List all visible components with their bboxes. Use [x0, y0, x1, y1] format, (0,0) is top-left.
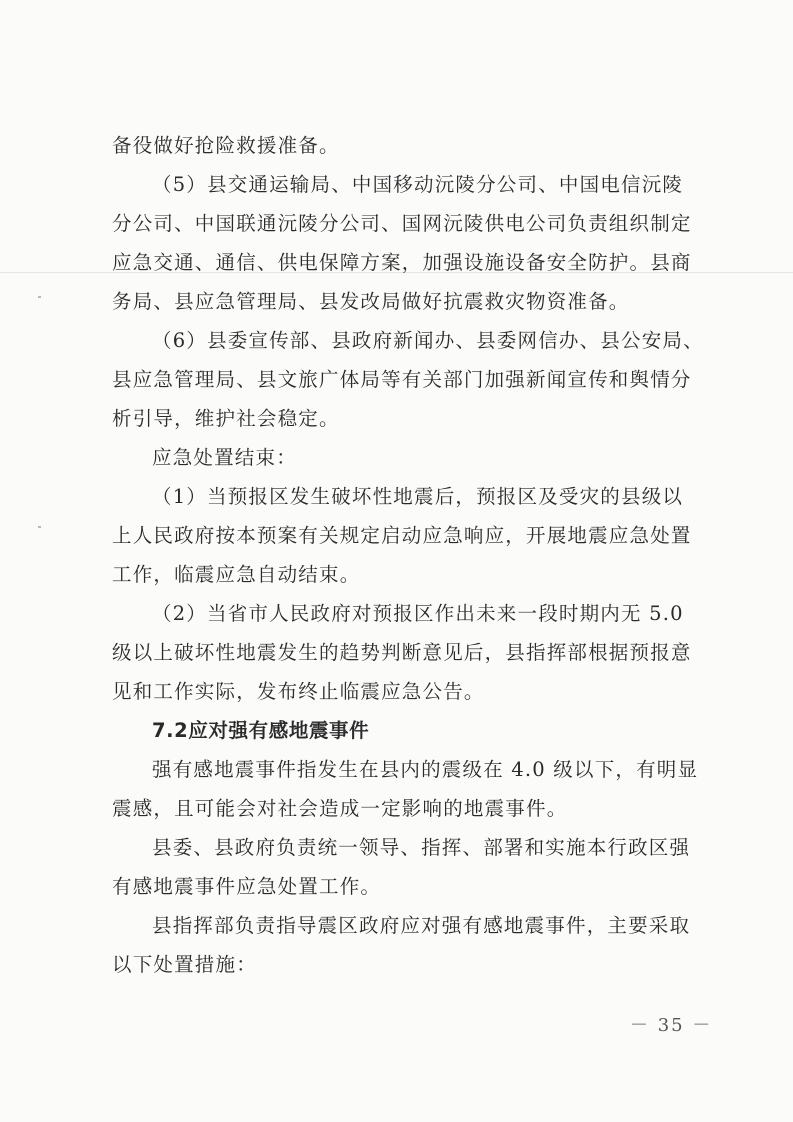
text-line: 析引导，维护社会稳定。: [112, 407, 340, 430]
page-number: － 35 －: [630, 1015, 713, 1036]
text-line: 应急交通、通信、供电保障方案，加强设施设备安全防护。县商: [112, 251, 692, 274]
text-line: 应急处置结束：: [152, 446, 297, 469]
text-line: 震感，且可能会对社会造成一定影响的地震事件。: [112, 797, 568, 820]
text-line: 工作，临震应急自动结束。: [112, 563, 361, 586]
scan-mark: [38, 526, 41, 528]
text-line: 县指挥部负责指导震区政府应对强有感地震事件，主要采取: [152, 914, 691, 937]
text-line: 分公司、中国联通沅陵分公司、国网沅陵供电公司负责组织制定: [112, 212, 692, 235]
text-line: （2）当省市人民政府对预报区作出未来一段时期内无 5.0: [152, 602, 684, 625]
text-line: 强有感地震事件指发生在县内的震级在 4.0 级以下，有明显: [152, 758, 699, 781]
section-heading: 7.2应对强有感地震事件: [152, 719, 370, 742]
text-line: 见和工作实际，发布终止临震应急公告。: [112, 680, 485, 703]
text-line: 县应急管理局、县文旅广体局等有关部门加强新闻宣传和舆情分: [112, 368, 692, 391]
text-line: 上人民政府按本预案有关规定启动应急响应，开展地震应急处置: [112, 524, 692, 547]
text-line: 备役做好抢险救援准备。: [112, 134, 340, 157]
scan-mark: [38, 296, 41, 298]
text-line: 级以上破坏性地震发生的趋势判断意见后，县指挥部根据预报意: [112, 641, 692, 664]
text-line: 有感地震事件应急处置工作。: [112, 875, 382, 898]
text-line: 县委、县政府负责统一领导、指挥、部署和实施本行政区强: [152, 836, 691, 859]
text-line: 务局、县应急管理局、县发改局做好抗震救灾物资准备。: [112, 290, 630, 313]
text-line: （5）县交通运输局、中国移动沅陵分公司、中国电信沅陵: [152, 173, 684, 196]
text-line: 以下处置措施：: [112, 953, 257, 976]
text-line: （1）当预报区发生破坏性地震后，预报区及受灾的县级以: [152, 485, 684, 508]
text-line: （6）县委宣传部、县政府新闻办、县委网信办、县公安局、: [152, 329, 704, 352]
